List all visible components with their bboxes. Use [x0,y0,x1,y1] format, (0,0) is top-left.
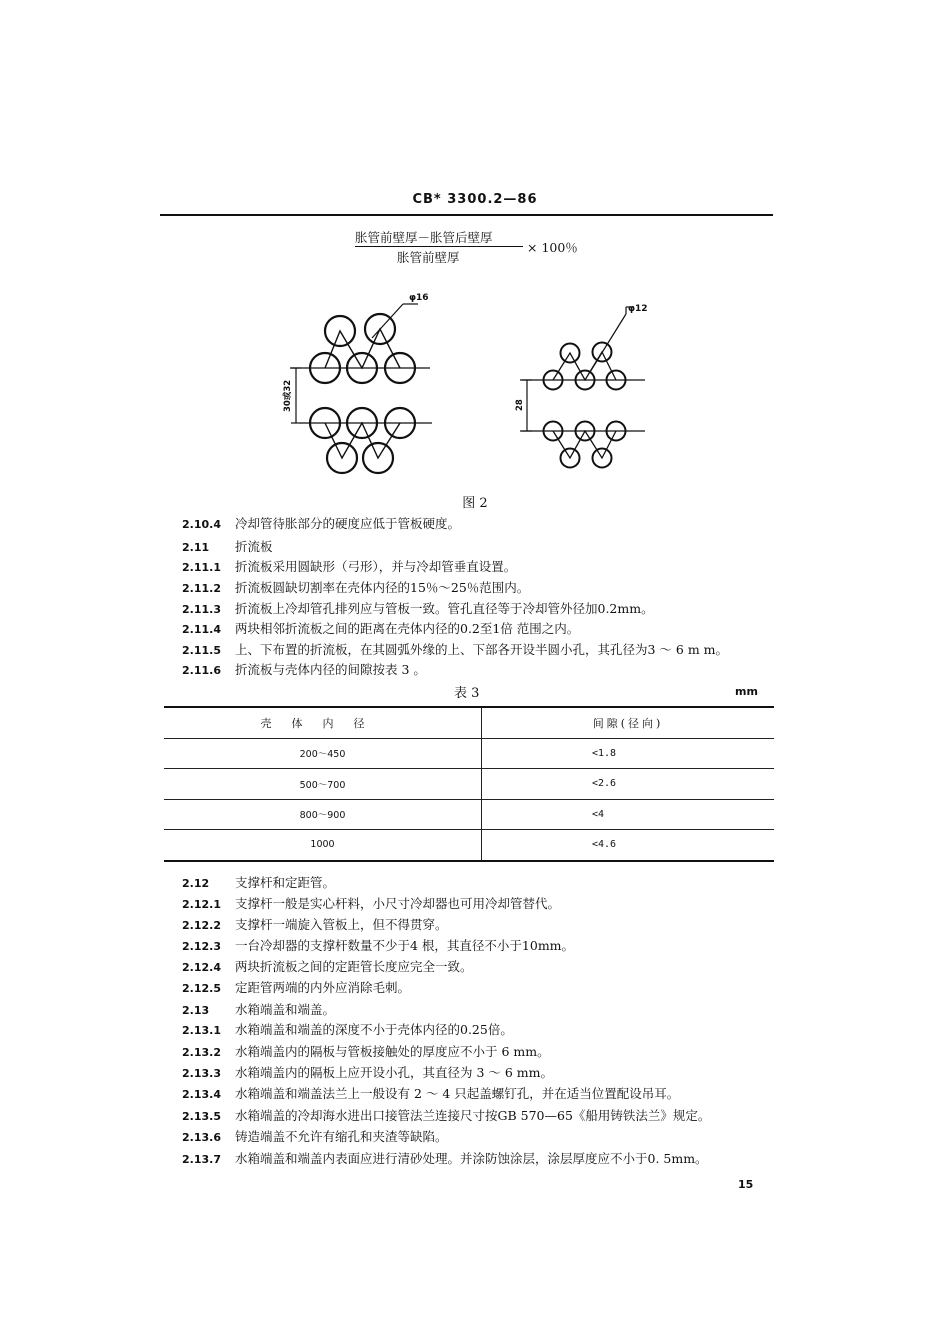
formula-numerator: 胀管前壁厚－胀管后壁厚 [355,230,493,245]
clause-line: 2.12 支撑杆和定距管。 [182,875,336,890]
clause-line: 2.13.2 水箱端盖内的隔板与管板接触处的厚度应不小于 6 mm。 [182,1044,550,1059]
formula-denominator: 胀管前壁厚 [397,250,460,265]
clause-line: 2.11.1 折流板采用圆缺形（弓形），并与冷却管垂直设置。 [182,559,517,574]
clause-line: 2.13.1 水箱端盖和端盖的深度不小于壳体内径的0.25倍。 [182,1022,513,1037]
left-row-spacing-label: 30或32 [283,379,293,412]
right-row-spacing-label: 28 [515,399,525,411]
clause-line: 2.13.4 水箱端盖和端盖法兰上一般设有 2 ～ 4 只起盖螺钉孔，并在适当位置配设吊耳。 [182,1086,680,1101]
table-unit: mm [735,685,758,698]
formula-multiplier: × 100％ [527,240,578,255]
clearance-table [164,706,774,862]
header-clearance: 间隙(径向) [592,716,664,730]
clause-line: 2.12.5 定距管两端的内外应消除毛刺。 [182,980,411,995]
right-diameter-label: φ12 [628,304,648,314]
clause-line: 2.11.3 折流板上冷却管孔排列应与管板一致。管孔直径等于冷却管外径加0.2mm。 [182,601,654,616]
table-row: 1000 <4.6 [164,830,774,861]
tube-arrangement-figure [0,0,950,500]
right-tube-pattern [544,343,626,468]
clause-line: 2.12.2 支撑杆一端旋入管板上，但不得贯穿。 [182,917,448,932]
clause-line: 2.10.4 冷却管待胀部分的硬度应低于管板硬度。 [182,516,461,531]
table-header-row [164,707,774,738]
standard-code-header: CB* 3300.2—86 [412,192,538,207]
clause-line: 2.11.4 两块相邻折流板之间的距离在壳体内径的0.2至1倍 范围之内。 [182,621,580,636]
clause-line: 2.12.3 一台冷却器的支撑杆数量不少于4 根，其直径不小于10mm。 [182,938,575,953]
clause-line: 2.13.3 水箱端盖内的隔板上应开设小孔，其直径为 3 ～ 6 mm。 [182,1065,554,1080]
figure-caption: 图 2 [462,496,488,511]
table-row: 800～900 <4 [164,799,774,830]
right-dimensions [520,307,645,431]
table-row: 200～450 <1.8 [164,738,774,769]
table-caption: 表 3 [454,686,480,701]
clause-line: 2.13.5 水箱端盖的冷却海水进出口接管法兰连接尺寸按GB 570—65《船用铸铁法兰》规定。 [182,1108,711,1123]
left-diameter-label: φ16 [409,293,429,303]
left-tube-pattern [310,314,415,473]
page-number: 15 [738,1178,754,1191]
clause-line: 2.11.6 折流板与壳体内径的间隙按表 3 。 [182,662,426,677]
clause-line: 2.11 折流板 [182,539,273,554]
clause-line: 2.13.6 铸造端盖不允许有缩孔和夹渣等缺陷。 [182,1129,448,1144]
header-shell-diameter: 壳体内径 [164,707,482,738]
clause-line: 2.12.1 支撑杆一般是实心杆料，小尺寸冷却器也可用冷却管替代。 [182,896,561,911]
clause-line: 2.13 水箱端盖和端盖。 [182,1002,336,1017]
clause-line: 2.11.2 折流板圆缺切割率在壳体内径的15％～25％范围内。 [182,580,530,595]
clause-line: 2.13.7 水箱端盖和端盖内表面应进行清砂处理。并涂防蚀涂层，涂层厚度应不小于0. 5mm。 [182,1151,708,1166]
clause-line: 2.11.5 上、下布置的折流板，在其圆弧外缘的上、下部各开设半圆小孔，其孔径为3 ～ 6 m m。 [182,642,729,657]
table-row: 500～700 <2.6 [164,769,774,800]
clause-line: 2.12.4 两块折流板之间的定距管长度应完全一致。 [182,959,473,974]
